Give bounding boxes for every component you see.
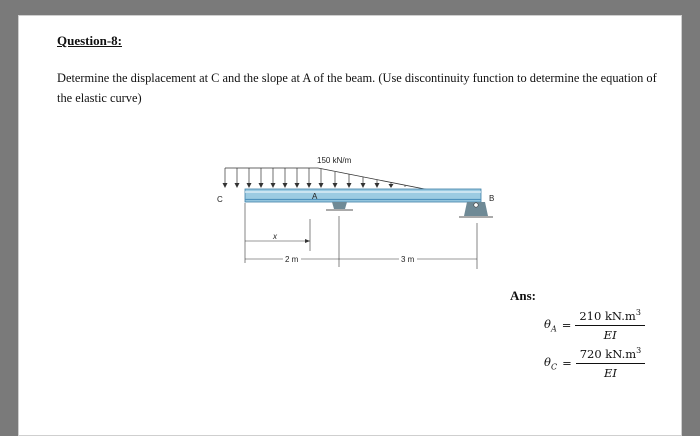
point-b-label: B bbox=[489, 194, 495, 203]
question-text: Determine the displacement at C and the slope at A of the beam. (Use discontinuity function to determine the equation of the elastic curve) bbox=[57, 71, 657, 105]
load-arrowheads bbox=[223, 183, 394, 188]
beam-figure bbox=[201, 141, 511, 271]
load-label: 150 kN/m bbox=[317, 156, 352, 165]
x-arrowhead bbox=[305, 239, 310, 243]
point-a-label: A bbox=[312, 192, 318, 201]
dim-label-2m: 2 m bbox=[285, 255, 299, 264]
theta-a-symbol: $\theta_A$ bbox=[544, 316, 557, 334]
dim-label-3m: 3 m bbox=[401, 255, 415, 264]
numerator: 720 $kN.m^3$ bbox=[579, 346, 642, 361]
fraction-theta-c bbox=[576, 346, 646, 380]
equation-theta-c bbox=[544, 346, 645, 380]
fraction-theta-a bbox=[575, 308, 645, 342]
equals-sign: = bbox=[562, 355, 572, 370]
x-label: x bbox=[273, 232, 277, 241]
answer-label: Ans: bbox=[510, 288, 537, 303]
question-title: Question-8: bbox=[57, 33, 122, 48]
theta-c-symbol: $\theta_C$ bbox=[544, 354, 558, 372]
support-b-pin bbox=[474, 203, 478, 207]
support-a bbox=[332, 202, 347, 209]
equals-sign: = bbox=[561, 317, 572, 332]
point-c-label: C bbox=[217, 195, 223, 204]
question-page bbox=[18, 15, 682, 436]
denominator: EI bbox=[603, 327, 617, 342]
denominator: EI bbox=[604, 365, 617, 380]
equation-theta-a bbox=[544, 308, 645, 342]
numerator: 210 $kN.m^3$ bbox=[579, 308, 641, 323]
